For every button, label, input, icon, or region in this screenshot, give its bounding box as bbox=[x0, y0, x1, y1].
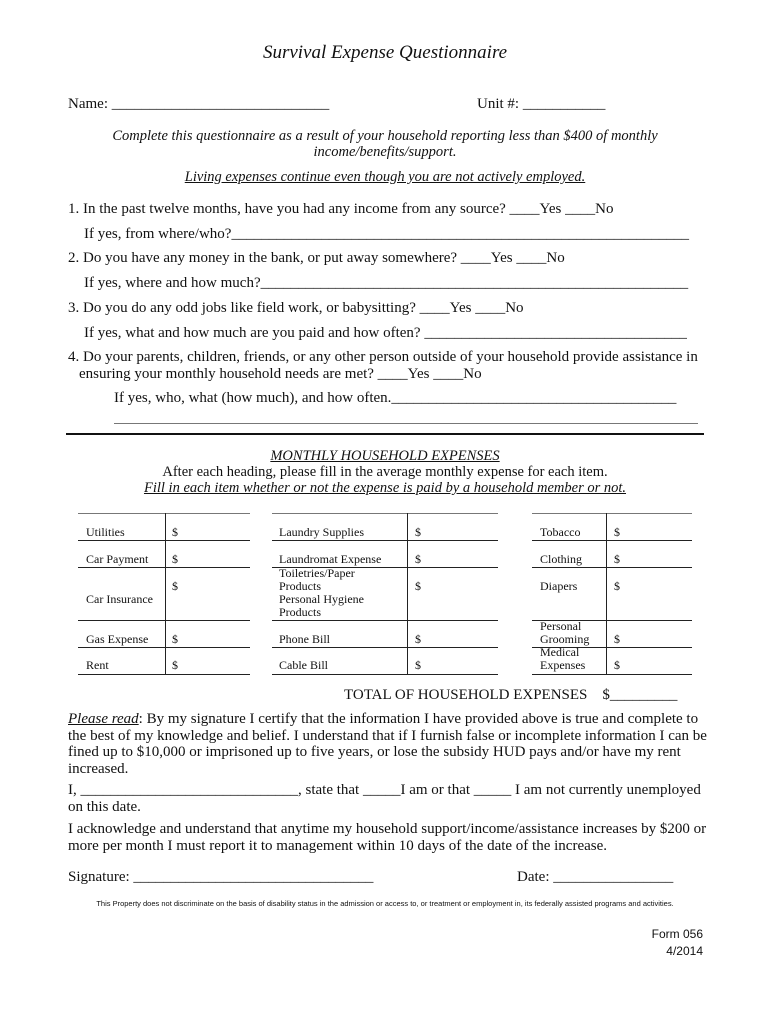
expense-phone-label: Phone Bill bbox=[279, 632, 331, 646]
expense-grooming-input[interactable]: $ bbox=[614, 632, 620, 646]
question-1-followup[interactable]: If yes, from where/who?_____________________________________________________________ bbox=[84, 226, 689, 242]
expense-diapers-label: Diapers bbox=[540, 579, 578, 593]
unit-field[interactable]: Unit #: ___________ bbox=[477, 96, 606, 112]
expense-toiletries-label-2: Products bbox=[279, 579, 321, 593]
name-field[interactable]: Name: _____________________________ bbox=[68, 96, 330, 112]
expense-hygiene-label-2: Products bbox=[279, 605, 321, 619]
form-date: 4/2014 bbox=[666, 944, 703, 958]
expense-gas-label: Gas Expense bbox=[86, 632, 149, 646]
question-2: 2. Do you have any money in the bank, or put away somewhere? ____Yes ____No bbox=[68, 250, 565, 266]
expenses-subheading: After each heading, please fill in the average monthly expense for each item. bbox=[162, 464, 608, 480]
intro-note: Living expenses continue even though you are not actively employed. bbox=[184, 169, 586, 185]
expense-laundromat-label: Laundromat Expense bbox=[279, 552, 382, 566]
expense-tobacco-input[interactable]: $ bbox=[614, 525, 620, 539]
question-3-followup[interactable]: If yes, what and how much are you paid and how often? ___________________________________ bbox=[84, 325, 687, 341]
expense-car-payment-label: Car Payment bbox=[86, 552, 149, 566]
question-1: 1. In the past twelve months, have you had any income from any source? ____Yes ____No bbox=[68, 201, 614, 217]
expense-car-payment-input[interactable]: $ bbox=[172, 552, 178, 566]
expense-car-insurance-input[interactable]: $ bbox=[172, 579, 178, 593]
expense-rent-label: Rent bbox=[86, 658, 109, 672]
question-4-line-1: 4. Do your parents, children, friends, or any other person outside of your household provide assistance in bbox=[68, 349, 698, 365]
question-4-line-2: ensuring your monthly household needs are met? ____Yes ____No bbox=[79, 366, 482, 382]
question-4-followup[interactable]: If yes, who, what (how much), and how often.______________________________________ bbox=[114, 390, 677, 406]
expense-rent-input[interactable]: $ bbox=[172, 658, 178, 672]
signature-field[interactable]: Signature: ________________________________ bbox=[68, 869, 374, 885]
question-4-extra-line[interactable] bbox=[114, 423, 698, 424]
expense-laundry-input[interactable]: $ bbox=[415, 525, 421, 539]
employment-statement[interactable]: I, _____________________________, state that _____I am or that _____ I am not currently unemployed on this date. bbox=[68, 782, 701, 815]
expense-toiletries-label: Toiletries/Paper bbox=[279, 566, 355, 580]
expense-grooming-label: Personal bbox=[540, 619, 582, 633]
expenses-heading: MONTHLY HOUSEHOLD EXPENSES bbox=[270, 448, 500, 464]
expense-hygiene-label: Personal Hygiene bbox=[279, 592, 364, 606]
expenses-note: Fill in each item whether or not the expense is paid by a household member or not. bbox=[143, 480, 627, 496]
question-3: 3. Do you do any odd jobs like field work, or babysitting? ____Yes ____No bbox=[68, 300, 524, 316]
expense-diapers-input[interactable]: $ bbox=[614, 579, 620, 593]
certification-paragraph bbox=[68, 711, 708, 777]
expense-car-insurance-label: Car Insurance bbox=[86, 592, 153, 606]
expense-medical-label: Medical bbox=[540, 645, 580, 659]
expense-utilities-input[interactable]: $ bbox=[172, 525, 178, 539]
intro-line-1: Complete this questionnaire as a result of your household reporting less than $400 of monthly bbox=[112, 128, 658, 144]
expense-medical-label-2: Expenses bbox=[540, 658, 586, 672]
form-number: Form 056 bbox=[651, 927, 703, 941]
intro-line-2: income/benefits/support. bbox=[313, 144, 457, 160]
expense-cable-input[interactable]: $ bbox=[415, 658, 421, 672]
expense-tobacco-label: Tobacco bbox=[540, 525, 581, 539]
expense-clothing-input[interactable]: $ bbox=[614, 552, 620, 566]
expense-utilities-label: Utilities bbox=[86, 525, 125, 539]
expense-toiletries-input[interactable]: $ bbox=[415, 579, 421, 593]
expense-cable-label: Cable Bill bbox=[279, 658, 328, 672]
certification-text: : By my signature I certify that the information I have provided above is true and complete to the best of my knowledge and belief. I understand that if I furnish false or incomplete information I can be fined up to $10,000 or imprisoned up to five years, or lose the subsidy HUD pays and/or have my rent increased. bbox=[68, 711, 707, 777]
date-field[interactable]: Date: ________________ bbox=[517, 869, 674, 885]
expense-laundry-label: Laundry Supplies bbox=[279, 525, 364, 539]
section-divider bbox=[66, 433, 704, 435]
expense-medical-input[interactable]: $ bbox=[614, 658, 620, 672]
expense-laundromat-input[interactable]: $ bbox=[415, 552, 421, 566]
expense-gas-input[interactable]: $ bbox=[172, 632, 178, 646]
expense-phone-input[interactable]: $ bbox=[415, 632, 421, 646]
expense-clothing-label: Clothing bbox=[540, 552, 583, 566]
question-2-followup[interactable]: If yes, where and how much?_________________________________________________________ bbox=[84, 275, 689, 291]
acknowledgement-paragraph: I acknowledge and understand that anytime my household support/income/assistance increases by $200 or more per month I must report it to management within 10 days of the date of the increase. bbox=[68, 821, 707, 854]
non-discrimination-notice: This Property does not discriminate on the basis of disability status in the admission or access to, or treatment or employment in, its federally assisted programs and activities. bbox=[96, 899, 674, 908]
page-title: Survival Expense Questionnaire bbox=[262, 42, 508, 63]
please-read-label: Please read bbox=[68, 711, 139, 727]
expense-grooming-label-2: Grooming bbox=[540, 632, 590, 646]
total-expenses-field[interactable]: TOTAL OF HOUSEHOLD EXPENSES $_________ bbox=[344, 687, 678, 703]
